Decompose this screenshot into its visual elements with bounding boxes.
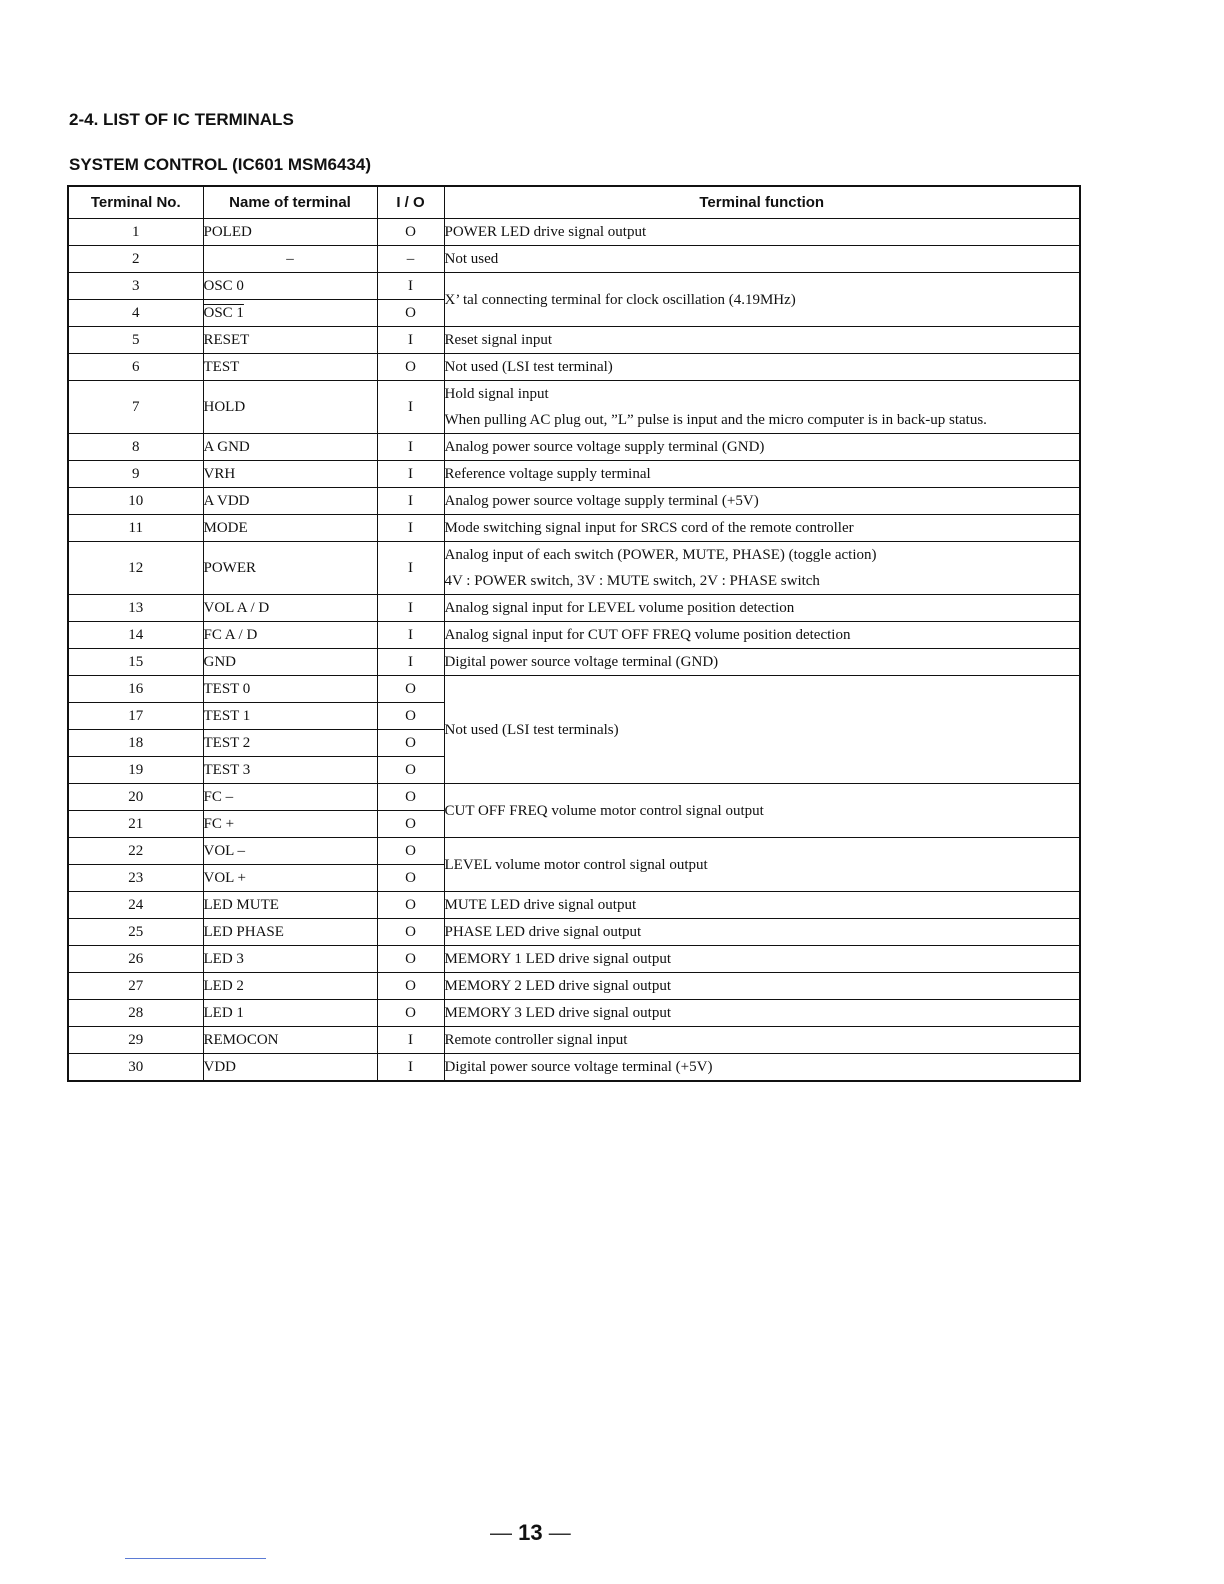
- table-row: [68, 381, 1080, 434]
- table-row: [68, 461, 1080, 488]
- table-row: [68, 219, 1080, 246]
- header-terminal-no: Terminal No.: [68, 186, 203, 219]
- terminal-function: MEMORY 3 LED drive signal output: [444, 1000, 1080, 1027]
- terminal-name: REMOCON: [203, 1027, 377, 1054]
- terminal-no: 22: [68, 838, 203, 865]
- terminal-name: VDD: [203, 1054, 377, 1082]
- terminal-function: Not used (LSI test terminal): [444, 354, 1080, 381]
- terminal-name: A GND: [203, 434, 377, 461]
- terminal-no: 3: [68, 273, 203, 300]
- table-row: [68, 1000, 1080, 1027]
- terminal-name: TEST 2: [203, 730, 377, 757]
- table-row: [68, 919, 1080, 946]
- terminal-no: 8: [68, 434, 203, 461]
- terminal-function: Remote controller signal input: [444, 1027, 1080, 1054]
- terminal-io: O: [377, 784, 444, 811]
- terminal-io: O: [377, 892, 444, 919]
- terminal-name: MODE: [203, 515, 377, 542]
- terminal-no: 2: [68, 246, 203, 273]
- page-dash-right: —: [548, 1520, 571, 1545]
- table-row: [68, 488, 1080, 515]
- table-row: [68, 1054, 1080, 1082]
- terminal-name: TEST 0: [203, 676, 377, 703]
- terminal-no: 11: [68, 515, 203, 542]
- table-row: [68, 542, 1080, 595]
- terminal-function: Not used (LSI test terminals): [444, 676, 1080, 784]
- table-row: [68, 515, 1080, 542]
- terminal-no: 16: [68, 676, 203, 703]
- terminal-io: O: [377, 811, 444, 838]
- terminal-no: 10: [68, 488, 203, 515]
- terminal-name: [203, 300, 377, 327]
- terminal-function: MUTE LED drive signal output: [444, 892, 1080, 919]
- table-row: [68, 838, 1080, 865]
- terminal-no: 24: [68, 892, 203, 919]
- table-row: [68, 649, 1080, 676]
- terminal-name-overlined: OSC 1: [203, 305, 244, 321]
- terminal-io: I: [377, 461, 444, 488]
- terminal-name: POWER: [203, 542, 377, 595]
- terminal-no: 4: [68, 300, 203, 327]
- table-row: [68, 676, 1080, 703]
- terminal-io: I: [377, 542, 444, 595]
- terminal-name: OSC 0: [203, 273, 377, 300]
- terminal-io: O: [377, 703, 444, 730]
- terminal-function: Analog signal input for CUT OFF FREQ volume position detection: [444, 622, 1080, 649]
- terminal-io: O: [377, 838, 444, 865]
- terminal-name: FC A / D: [203, 622, 377, 649]
- terminal-name: VRH: [203, 461, 377, 488]
- table-row: [68, 973, 1080, 1000]
- terminal-io: I: [377, 488, 444, 515]
- table-row: [68, 327, 1080, 354]
- terminal-function: [444, 381, 1080, 434]
- terminal-io: I: [377, 622, 444, 649]
- terminal-name: RESET: [203, 327, 377, 354]
- terminal-function: PHASE LED drive signal output: [444, 919, 1080, 946]
- terminal-io: –: [377, 246, 444, 273]
- page-dash-left: —: [490, 1520, 512, 1545]
- table-header-row: [68, 186, 1080, 219]
- terminal-no: 29: [68, 1027, 203, 1054]
- terminal-function: Reset signal input: [444, 327, 1080, 354]
- table-row: [68, 434, 1080, 461]
- terminal-no: 7: [68, 381, 203, 434]
- terminal-function: LEVEL volume motor control signal output: [444, 838, 1080, 892]
- terminal-name: VOL +: [203, 865, 377, 892]
- terminal-no: 26: [68, 946, 203, 973]
- terminal-name: TEST 3: [203, 757, 377, 784]
- terminal-no: 14: [68, 622, 203, 649]
- terminal-no: 21: [68, 811, 203, 838]
- terminal-io: O: [377, 946, 444, 973]
- terminal-io: O: [377, 865, 444, 892]
- terminal-io: O: [377, 354, 444, 381]
- terminal-no: 27: [68, 973, 203, 1000]
- table-row: [68, 246, 1080, 273]
- table-row: [68, 273, 1080, 300]
- terminal-io: O: [377, 1000, 444, 1027]
- table-row: [68, 595, 1080, 622]
- terminal-no: 23: [68, 865, 203, 892]
- terminal-function: [444, 542, 1080, 595]
- function-line: 4V : POWER switch, 3V : MUTE switch, 2V : PHASE switch: [444, 573, 820, 589]
- terminal-function: MEMORY 1 LED drive signal output: [444, 946, 1080, 973]
- header-terminal-name: Name of terminal: [203, 186, 377, 219]
- table-row: [68, 784, 1080, 811]
- terminal-function: Digital power source voltage terminal (GND): [444, 649, 1080, 676]
- terminal-function: MEMORY 2 LED drive signal output: [444, 973, 1080, 1000]
- terminal-name: HOLD: [203, 381, 377, 434]
- page-number-value: 13: [518, 1520, 543, 1545]
- table-row: [68, 892, 1080, 919]
- terminal-io: O: [377, 919, 444, 946]
- terminal-name: LED PHASE: [203, 919, 377, 946]
- terminal-io: O: [377, 730, 444, 757]
- terminal-io: I: [377, 381, 444, 434]
- terminal-no: 25: [68, 919, 203, 946]
- terminal-function: Analog signal input for LEVEL volume position detection: [444, 595, 1080, 622]
- terminal-name: GND: [203, 649, 377, 676]
- terminal-io: O: [377, 973, 444, 1000]
- terminal-name: LED MUTE: [203, 892, 377, 919]
- page-number: [490, 1520, 571, 1546]
- terminal-io: I: [377, 1054, 444, 1082]
- terminal-no: 1: [68, 219, 203, 246]
- terminal-name: –: [203, 246, 377, 273]
- table-row: [68, 354, 1080, 381]
- terminal-name: TEST: [203, 354, 377, 381]
- terminal-no: 15: [68, 649, 203, 676]
- function-line: Hold signal input: [444, 386, 549, 402]
- terminal-no: 20: [68, 784, 203, 811]
- terminal-io: I: [377, 434, 444, 461]
- terminal-io: I: [377, 273, 444, 300]
- terminal-no: 17: [68, 703, 203, 730]
- terminal-name: LED 2: [203, 973, 377, 1000]
- terminal-name: A VDD: [203, 488, 377, 515]
- terminal-io: O: [377, 676, 444, 703]
- terminal-io: I: [377, 515, 444, 542]
- terminal-name: FC +: [203, 811, 377, 838]
- terminal-io: O: [377, 300, 444, 327]
- table-title: SYSTEM CONTROL (IC601 MSM6434): [69, 155, 371, 174]
- terminal-no: 30: [68, 1054, 203, 1082]
- function-line: When pulling AC plug out, ”L” pulse is input and the micro computer is in back-up status.: [444, 412, 987, 428]
- terminal-function: Mode switching signal input for SRCS cord of the remote controller: [444, 515, 1080, 542]
- terminal-function: CUT OFF FREQ volume motor control signal output: [444, 784, 1080, 838]
- ic-terminal-table: [67, 185, 1081, 1082]
- terminal-no: 12: [68, 542, 203, 595]
- terminal-io: I: [377, 595, 444, 622]
- table-row: [68, 622, 1080, 649]
- terminal-function: Analog power source voltage supply terminal (GND): [444, 434, 1080, 461]
- terminal-no: 5: [68, 327, 203, 354]
- header-io: I / O: [377, 186, 444, 219]
- terminal-io: I: [377, 649, 444, 676]
- function-line: Analog input of each switch (POWER, MUTE, PHASE) (toggle action): [444, 547, 877, 563]
- terminal-function: Digital power source voltage terminal (+5V): [444, 1054, 1080, 1082]
- terminal-name: TEST 1: [203, 703, 377, 730]
- terminal-io: O: [377, 757, 444, 784]
- terminal-name: VOL A / D: [203, 595, 377, 622]
- table-row: [68, 1027, 1080, 1054]
- terminal-function: Not used: [444, 246, 1080, 273]
- footer-rule: [125, 1558, 266, 1559]
- terminal-function: Reference voltage supply terminal: [444, 461, 1080, 488]
- terminal-name: POLED: [203, 219, 377, 246]
- terminal-name: LED 3: [203, 946, 377, 973]
- terminal-function: POWER LED drive signal output: [444, 219, 1080, 246]
- terminal-name: VOL –: [203, 838, 377, 865]
- header-terminal-function: Terminal function: [444, 186, 1080, 219]
- terminal-no: 13: [68, 595, 203, 622]
- terminal-no: 6: [68, 354, 203, 381]
- terminal-io: O: [377, 219, 444, 246]
- terminal-no: 28: [68, 1000, 203, 1027]
- terminal-no: 18: [68, 730, 203, 757]
- section-title: 2-4. LIST OF IC TERMINALS: [69, 110, 294, 129]
- terminal-io: I: [377, 327, 444, 354]
- terminal-no: 9: [68, 461, 203, 488]
- terminal-name: LED 1: [203, 1000, 377, 1027]
- terminal-function: Analog power source voltage supply terminal (+5V): [444, 488, 1080, 515]
- terminal-no: 19: [68, 757, 203, 784]
- terminal-io: I: [377, 1027, 444, 1054]
- terminal-function: X’ tal connecting terminal for clock oscillation (4.19MHz): [444, 273, 1080, 327]
- table-row: [68, 946, 1080, 973]
- terminal-name: FC –: [203, 784, 377, 811]
